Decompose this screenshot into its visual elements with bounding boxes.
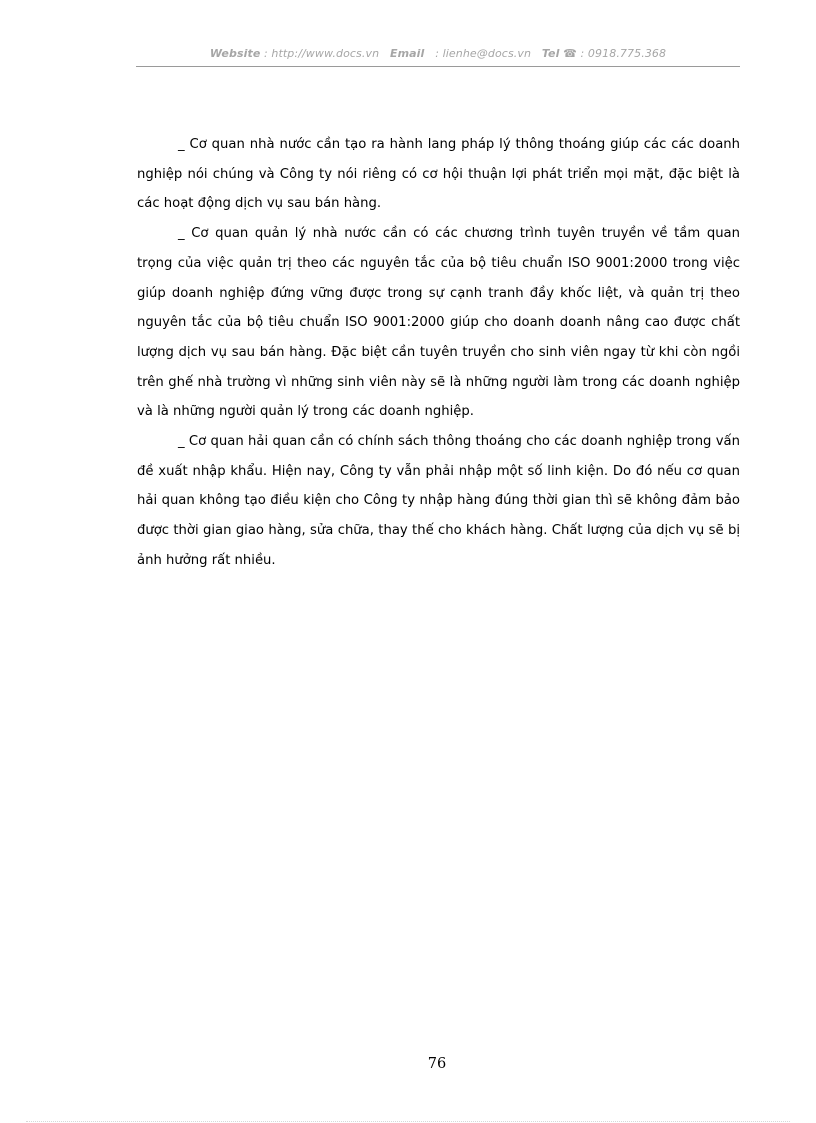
header-divider bbox=[136, 66, 740, 67]
page-bottom-border bbox=[26, 1121, 790, 1122]
telephone-icon: ☎ bbox=[563, 47, 577, 60]
paragraph-2: _ Cơ quan quản lý nhà nước cần có các chương trình tuyên truyền về tầm quan trọng của việc quản trị theo các nguyên tắc của bộ tiêu chuẩn ISO 9001:2000 trong việc giúp doanh nghiệp đứng vững được trong sự cạnh tranh đầy khốc liệt, và quản trị theo nguyên tắc của bộ tiêu chuẩn ISO 9001:2000 giúp cho doanh doanh nâng cao được chất lượng dịch vụ sau bán hàng. Đặc biệt cần tuyên truyền cho sinh viên ngay từ khi còn ngồi trên ghế nhà trường vì những sinh viên này sẽ là những người làm trong các doanh nghiệp và là những người quản lý trong các doanh nghiệp. bbox=[137, 226, 740, 420]
page-header bbox=[136, 47, 740, 60]
tel-value: : 0918.775.368 bbox=[580, 47, 667, 60]
page-number: 76 bbox=[427, 1056, 447, 1072]
website-label: Website bbox=[209, 47, 261, 60]
tel-label: Tel bbox=[541, 47, 560, 60]
email-value: : lienhe@docs.vn bbox=[435, 47, 532, 60]
paragraph-3: _ Cơ quan hải quan cần có chính sách thông thoáng cho các doanh nghiệp trong vấn đề xuất nhập khẩu. Hiện nay, Công ty vẫn phải nhập một số linh kiện. Do đó nếu cơ quan hải quan không tạo điều kiện cho Công ty nhập hàng đúng thời gian thì sẽ không đảm bảo được thời gian giao hàng, sửa chữa, thay thế cho khách hàng. Chất lượng của dịch vụ sẽ bị ảnh hưởng rất nhiều. bbox=[137, 434, 740, 568]
document-body bbox=[137, 130, 740, 576]
paragraph-1: _ Cơ quan nhà nước cần tạo ra hành lang pháp lý thông thoáng giúp các các doanh nghiệp nói chúng và Công ty nói riêng có cơ hội thuận lợi phát triển mọi mặt, đặc biệt là các hoạt động dịch vụ sau bán hàng. bbox=[137, 137, 740, 212]
website-value: : http://www.docs.vn bbox=[264, 47, 380, 60]
email-label: Email bbox=[389, 47, 425, 60]
